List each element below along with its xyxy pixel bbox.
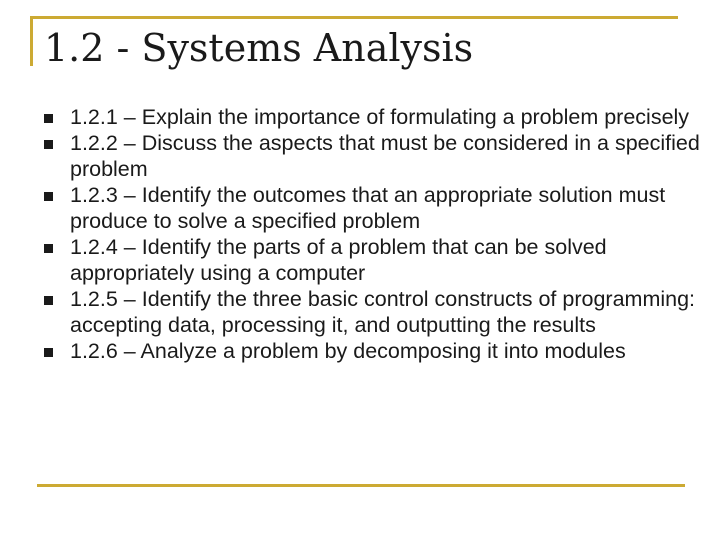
bullet-text: 1.2.4 – Identify the parts of a problem that can be solved appropriately using a computer	[70, 235, 607, 285]
bullet-item	[40, 182, 700, 234]
square-bullet-icon	[44, 244, 53, 253]
square-bullet-icon	[44, 114, 53, 123]
bullet-text: 1.2.6 – Analyze a problem by decomposing it into modules	[70, 339, 626, 363]
bullet-text: 1.2.3 – Identify the outcomes that an appropriate solution must produce to solve a specified problem	[70, 183, 666, 233]
bullet-list	[40, 104, 700, 364]
bullet-item	[40, 130, 700, 182]
square-bullet-icon	[44, 192, 53, 201]
bullet-item	[40, 338, 700, 364]
bullet-text: 1.2.5 – Identify the three basic control constructs of programming: accepting data, processing it, and outputting the results	[70, 287, 696, 337]
square-bullet-icon	[44, 140, 53, 149]
bottom-accent-line	[37, 484, 685, 487]
bullet-text: 1.2.2 – Discuss the aspects that must be considered in a specified problem	[70, 131, 700, 181]
square-bullet-icon	[44, 296, 53, 305]
left-accent-line	[30, 16, 33, 66]
bullet-item	[40, 286, 700, 338]
bullet-item	[40, 234, 700, 286]
slide-title: 1.2 - Systems Analysis	[44, 26, 474, 70]
top-accent-line	[30, 16, 678, 19]
bullet-item	[40, 104, 700, 130]
bullet-text: 1.2.1 – Explain the importance of formulating a problem precisely	[70, 105, 690, 129]
square-bullet-icon	[44, 348, 53, 357]
